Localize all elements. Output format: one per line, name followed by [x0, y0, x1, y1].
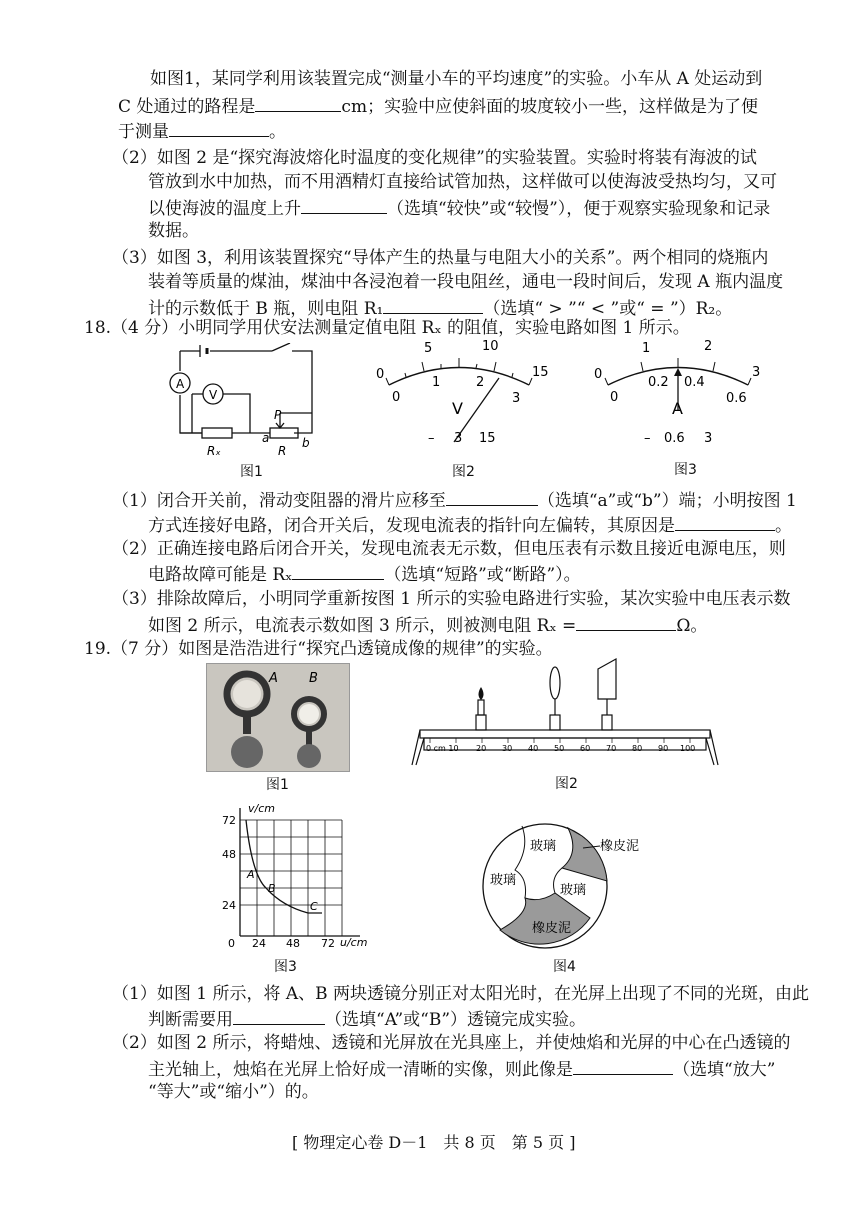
svg-text:24: 24 [252, 937, 266, 950]
svg-text:0.2: 0.2 [648, 375, 669, 390]
svg-text:V: V [452, 399, 463, 418]
svg-text:15: 15 [532, 365, 549, 380]
q17-line2: C 处通过的路程是 cm；实验中应使斜面的坡度较小一些，这样做是为了便 [118, 93, 758, 119]
svg-text:1: 1 [642, 341, 651, 356]
q17-part3-line2: 装着等质量的煤油，煤油中各浸泡着一段电阻丝，通电一段时间后，发现 A 瓶内温度 [148, 272, 784, 292]
svg-text:50: 50 [554, 744, 565, 753]
svg-text:24: 24 [222, 899, 236, 912]
svg-text:0 cm 10: 0 cm 10 [426, 744, 459, 753]
answer-blank[interactable] [169, 118, 269, 137]
terminal-b: b [302, 436, 310, 450]
q18-part1-line1: （1）闭合开关前，滑动变阻器的滑片应移至 （选填“a”或“b”）端；小明按图 1 [112, 487, 797, 513]
svg-text:–: – [428, 431, 435, 446]
terminal-a: a [262, 431, 270, 445]
q19-part2-line1: （2）如图 2 所示，将蜡烛、透镜和光屏放在光具座上，并使烛焰和光屏的中心在凸透镜的 [112, 1033, 791, 1053]
answer-blank[interactable] [301, 195, 387, 214]
svg-text:u/cm: u/cm [340, 936, 368, 949]
image-distance-graph [222, 800, 392, 952]
svg-text:3: 3 [752, 365, 761, 380]
svg-text:0: 0 [594, 367, 603, 382]
svg-text:C: C [310, 900, 318, 913]
page-footer: [ 物理定心卷 D－1 共 8 页 第 5 页 ] [292, 1133, 576, 1152]
lens-a-label: A [269, 671, 278, 686]
svg-text:48: 48 [286, 937, 300, 950]
svg-text:B: B [268, 882, 276, 895]
voltmeter-dial [364, 330, 554, 455]
voltmeter-letter: V [209, 388, 218, 402]
q17-part2-line3: 以使海波的温度上升 （选填“较快”或“较慢”），便于观察实验现象和记录 [148, 195, 770, 221]
lens-photo [206, 663, 350, 772]
svg-text:玻璃: 玻璃 [490, 873, 517, 888]
answer-blank[interactable] [383, 295, 483, 314]
svg-text:40: 40 [528, 744, 539, 753]
q19-part2-line2: 主光轴上，烛焰在光屏上恰好成一清晰的实像，则此像是 （选填“放大” [148, 1056, 775, 1082]
svg-text:3: 3 [454, 431, 463, 446]
q17-line1: 如图1，某同学利用该装置完成“测量小车的平均速度”的实验。小车从 A 处运动到 [150, 69, 763, 89]
svg-text:3: 3 [704, 431, 713, 446]
q19-fig1-caption: 图1 [266, 777, 289, 793]
svg-text:15: 15 [479, 431, 496, 446]
svg-text:0.6: 0.6 [726, 391, 747, 406]
q18-title: 18.（4 分）小明同学用伏安法测量定值电阻 Rₓ 的阻值，实验电路如图 1 所示。 [84, 318, 690, 338]
svg-text:0.4: 0.4 [684, 375, 705, 390]
q17-part2-line1: （2）如图 2 是“探究海波熔化时温度的变化规律”的实验装置。实验时将装有海波的试 [112, 148, 757, 168]
answer-blank[interactable] [675, 512, 775, 531]
answer-blank[interactable] [233, 1006, 325, 1025]
answer-blank[interactable] [576, 612, 676, 631]
lens-b-label: B [309, 671, 318, 686]
q18-part3-line1: （3）排除故障后，小明同学重新按图 1 所示的实验电路进行实验，某次实验中电压表示数 [112, 589, 791, 609]
q18-part1-line2: 方式连接好电路，闭合开关后，发现电流表的指针向左偏转，其原因是 。 [148, 512, 792, 538]
q19-fig3-caption: 图3 [274, 959, 297, 975]
svg-text:橡皮泥: 橡皮泥 [600, 839, 640, 854]
svg-text:80: 80 [632, 744, 643, 753]
svg-text:A: A [672, 399, 683, 418]
q19-part1-line1: （1）如图 1 所示，将 A、B 两块透镜分别正对太阳光时，在光屏上出现了不同的光斑，由此 [112, 984, 810, 1004]
svg-text:100: 100 [680, 744, 696, 753]
q17-part2-line4: 数据。 [148, 221, 199, 241]
svg-text:橡皮泥: 橡皮泥 [532, 921, 572, 936]
svg-text:72: 72 [222, 814, 236, 827]
svg-text:60: 60 [580, 744, 591, 753]
answer-blank[interactable] [446, 487, 538, 506]
svg-text:90: 90 [658, 744, 669, 753]
q19-title: 19.（7 分）如图是浩浩进行“探究凸透镜成像的规律”的实验。 [84, 639, 553, 659]
svg-text:0: 0 [228, 937, 235, 950]
svg-text:A: A [247, 868, 255, 881]
q18-fig1-caption: 图1 [240, 464, 263, 480]
q18-part2-line2: 电路故障可能是 Rₓ （选填“短路”或“断路”）。 [148, 561, 581, 587]
q18-fig3-caption: 图3 [674, 462, 697, 478]
svg-text:48: 48 [222, 848, 236, 861]
svg-text:0.6: 0.6 [664, 431, 685, 446]
q18-fig2-caption: 图2 [452, 464, 475, 480]
svg-text:3: 3 [512, 391, 521, 406]
slider-label: P [274, 408, 282, 422]
q17-part3-line3: 计的示数低于 B 瓶，则电阻 R₁ （选填“ > ”“ < ”或“ = ”）R₂。 [148, 295, 732, 321]
q18-part2-line1: （2）正确连接电路后闭合开关，发现电流表无示数，但电压表有示数且接近电源电压，则 [112, 539, 786, 559]
svg-text:v/cm: v/cm [248, 802, 275, 815]
ammeter-dial [586, 330, 776, 455]
svg-text:10: 10 [482, 339, 499, 354]
q19-part1-line2: 判断需要用 （选填“A”或“B”）透镜完成实验。 [148, 1006, 586, 1032]
circuit-diagram [152, 343, 332, 463]
svg-text:72: 72 [321, 937, 335, 950]
answer-blank[interactable] [573, 1056, 673, 1075]
svg-text:玻璃: 玻璃 [560, 883, 587, 898]
svg-text:0: 0 [392, 390, 401, 405]
r-label: R [278, 444, 287, 458]
q17-part2-line2: 管放到水中加热，而不用酒精灯直接给试管加热，这样做可以使海波受热均匀，又可 [148, 172, 777, 192]
answer-blank[interactable] [292, 561, 384, 580]
q19-part2-line3: “等大”或“缩小”）的。 [148, 1082, 319, 1102]
rx-label: Rₓ [207, 444, 221, 458]
q19-fig2-caption: 图2 [555, 776, 578, 792]
svg-text:2: 2 [704, 339, 713, 354]
svg-text:70: 70 [606, 744, 617, 753]
q19-fig4-caption: 图4 [553, 959, 576, 975]
q18-part3-line2: 如图 2 所示，电流表示数如图 3 所示，则被测电阻 Rₓ = Ω。 [148, 612, 707, 638]
svg-text:–: – [644, 431, 651, 446]
q17-part3-line1: （3）如图 3，利用该装置探究“导体产生的热量与电阻大小的关系”。两个相同的烧瓶内 [112, 248, 769, 268]
svg-text:玻璃: 玻璃 [530, 839, 557, 854]
answer-blank[interactable] [255, 93, 341, 112]
svg-text:5: 5 [424, 341, 433, 356]
svg-text:0: 0 [376, 367, 385, 382]
q17-line3: 于测量 。 [118, 118, 286, 144]
svg-text:20: 20 [476, 744, 487, 753]
ammeter-letter: A [176, 377, 185, 391]
svg-text:30: 30 [502, 744, 513, 753]
lens-structure-diagram [470, 818, 680, 958]
svg-text:0: 0 [610, 390, 619, 405]
svg-text:1: 1 [432, 375, 441, 390]
svg-text:2: 2 [476, 375, 485, 390]
optical-bench [410, 655, 720, 770]
